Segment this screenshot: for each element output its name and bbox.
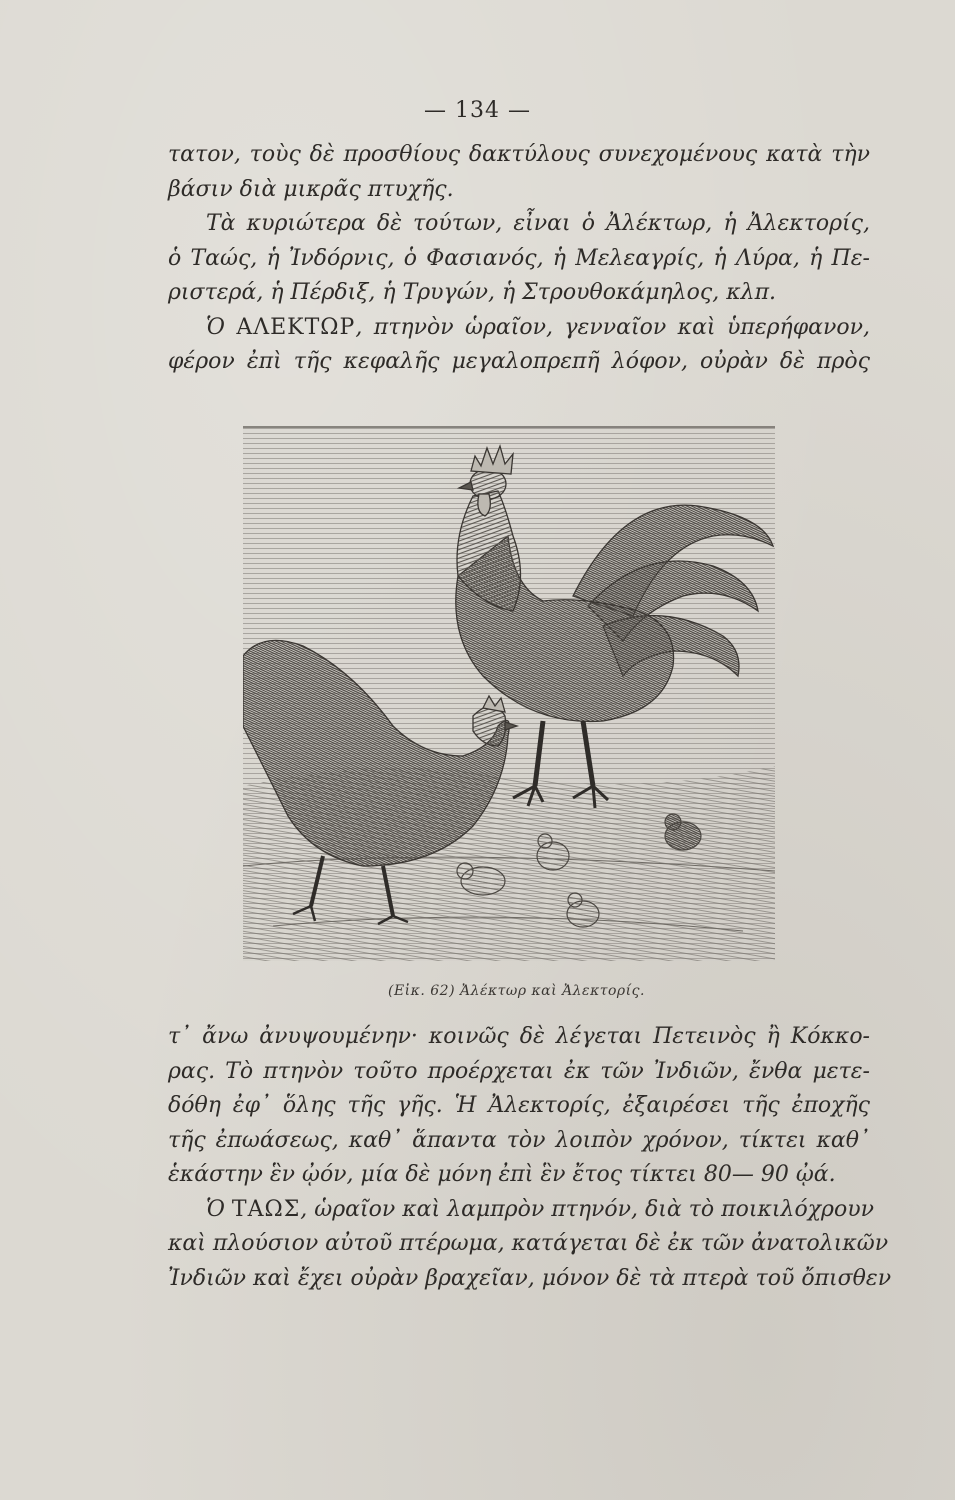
text-line-alektor [168,311,870,346]
figure-caption: (Εἰκ. 62) Ἀλέκτωρ καὶ Ἀλεκτορίς. [388,983,645,999]
text-line-taos [168,1193,874,1228]
text-line: Τὰ κυριώτερα δὲ τούτων, εἶναι ὁ Ἀλέκτωρ, ἡ Ἀλεκτορίς, [206,211,870,236]
text-line: ριστερά, ἡ Πέρδιξ, ἡ Τρυγών, ἡ Στρουθοκάμηλος, κλπ. [168,280,777,305]
text-block-top [168,138,870,380]
text-line: καὶ πλούσιον αὐτοῦ πτέρωμα, κατάγεται δὲ ἐκ τῶν ἀνατολικῶν [168,1231,889,1256]
text-block-bottom [168,1020,892,1296]
term-taos: ΤΑΩΣ [231,1196,301,1222]
text-line: ρας. Τὸ πτηνὸν τοῦτο προέρχεται ἐκ τῶν Ἰνδιῶν, ἔνθα μετε- [168,1058,870,1084]
text-fragment: Ὁ [206,1196,232,1222]
text-fragment: Ὁ [206,314,237,340]
text-line: τατον, τοὺς δὲ προσθίους δακτύλους συνεχομένους κατὰ τὴν [168,142,870,167]
term-alektor: ΑΛΕΚΤΩΡ [236,314,356,340]
page-number: — 134 — [424,98,531,123]
text-line: τῆς ἐπωάσεως, καθ᾽ ἅπαντα τὸν λοιπὸν χρόνον, τίκτει καθ᾽ [168,1127,870,1153]
text-line: φέρον ἐπὶ τῆς κεφαλῆς μεγαλοπρεπῆ λόφον, οὐρὰν δὲ πρὸς [168,349,870,374]
text-line: ὁ Ταώς, ἡ Ἰνδόρνις, ὁ Φασιανός, ἡ Μελεαγρίς, ἡ Λύρα, ἡ Πε- [168,245,870,271]
text-fragment: , πτηνὸν ὡραῖον, γενναῖον καὶ ὑπερήφανον, [355,314,870,340]
text-line: τ᾽ ἄνω ἀνυψουμένην· κοινῶς δὲ λέγεται Πετεινὸς ἢ Κόκκο- [168,1024,870,1049]
text-line: βάσιν διὰ μικρᾶς πτυχῆς. [168,176,454,202]
text-line: δόθη ἐφ᾽ ὅλης τῆς γῆς. Ἡ Ἀλεκτορίς, ἐξαιρέσει τῆς ἐποχῆς [168,1093,870,1118]
engraving-rooster-and-hen [243,426,775,961]
text-line: Ἰνδιῶν καὶ ἔχει οὐρὰν βραχεῖαν, μόνον δὲ τὰ πτερὰ τοῦ ὄπισθεν [168,1265,892,1291]
text-fragment: , ὡραῖον καὶ λαμπρὸν πτηνόν, διὰ τὸ ποικιλόχρουν [300,1196,874,1222]
text-line: ἑκάστην ἓν ᾠόν, μία δὲ μόνη ἐπὶ ἓν ἔτος τίκτει 80— 90 ᾠά. [168,1162,836,1187]
